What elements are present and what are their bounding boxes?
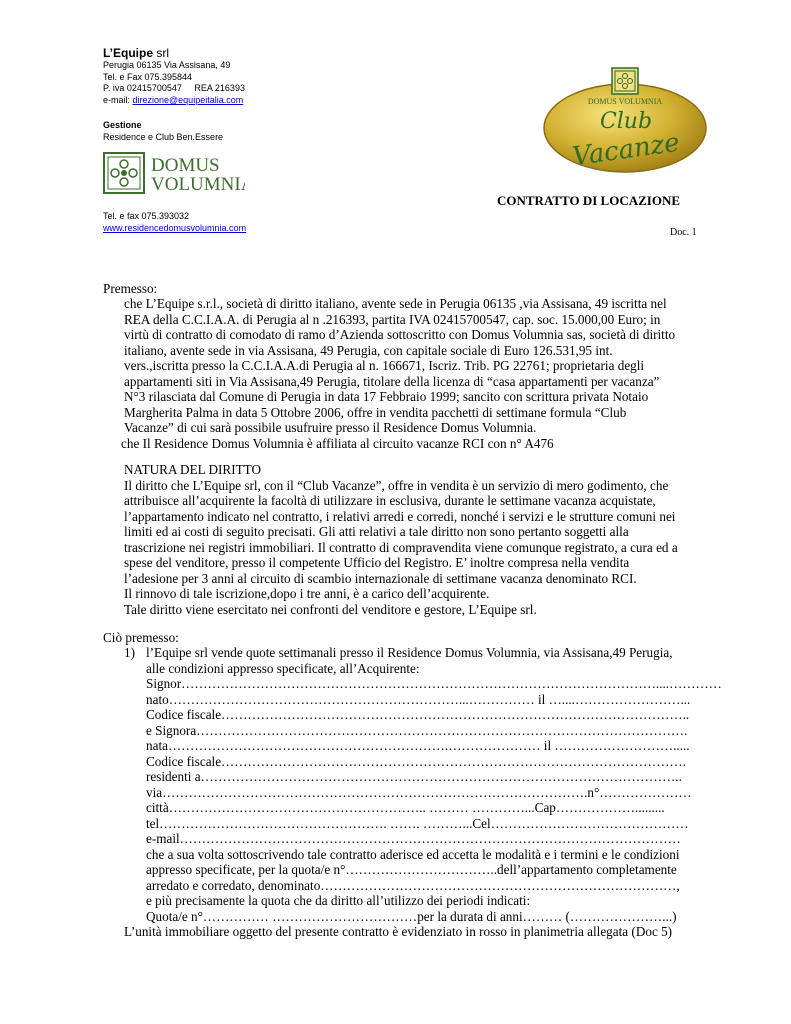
svg-text:DOMUS: DOMUS — [151, 155, 220, 176]
text-line: l’appartamento indicato nel contratto, i relativi arredi e corredi, nonché i servizi e le strutture comuni nei — [124, 508, 676, 524]
form-line-signora: e Signora…………………………………………………………………………………………………. — [146, 722, 688, 738]
text-line: Margherita Palma in data 5 Ottobre 2006, offre in vendita pacchetti di settimane formula “Club — [124, 404, 627, 420]
text-line: Il diritto che L’Equipe srl, con il “Club Vacanze”, offre in vendita è un servizio di mero godimento, che — [124, 477, 669, 493]
company-telfax: Tel. e Fax 075.395844 — [103, 71, 193, 82]
form-line-nato: nato…………………………………………………………...…………… il …....……………………... — [146, 691, 691, 707]
form-line-email: e-mail…………………………………………………………………………………………………… — [146, 831, 681, 846]
form-line-quota: appresso specificate, per la quota/e n°……………………………..dell’appartamento completamente — [146, 862, 677, 877]
closing-line: L’unità immobiliare oggetto del presente contratto è evidenziato in rosso in planimetria allegata (Doc 5) — [124, 924, 673, 939]
website-link[interactable]: www.residencedomusvolumnia.com — [103, 222, 247, 233]
domus-emblem-icon — [103, 152, 245, 194]
text-line: N°3 rilasciata dal Comune di Perugia in data 17 Febbraio 1999; sancito con scrittura privata Notaio — [124, 389, 649, 404]
text-line: vers.,iscritta presso la C.C.I.A.A.di Perugia al n. 166671, Iscriz. Trib. PG 22761; proprietaria degli — [124, 358, 645, 373]
tel-fax-2: Tel. e fax 075.393032 — [103, 211, 190, 221]
cio-heading: Ciò premesso: — [103, 630, 179, 645]
premesso-heading: Premesso: — [103, 281, 158, 296]
company-address: Perugia 06135 Via Assisana, 49 — [103, 60, 231, 70]
text-line: italiano, avente sede in via Assisana, 49 Perugia, con capitale sociale di Euro 126.531,95 int. — [124, 342, 613, 358]
company-email-line: e-mail: direzione@equipeitalia.com — [103, 94, 244, 105]
form-line-via: via…………………………………………………………………………………….n°………………… — [146, 784, 692, 800]
text-line: spese del venditore, presso il competente Ufficio del Registro. E’ inoltre compresa nella vendita — [124, 555, 630, 570]
form-line-nata: nata……………………………………………………….………………… il ………………………..... — [146, 738, 690, 753]
gestione-value: Residence e Club Ben.Essere — [103, 131, 224, 142]
text-line: limiti ed ai costi di seguito precisati. Gli atti relativi a tale diritto non sono pertanto soggetti alla — [124, 524, 629, 539]
text-line: REA della C.C.I.A.A. di Perugia al n .216393, partita IVA 02415700547, cap. soc. 15.000,00 Euro; in — [124, 311, 661, 327]
text-line: Vacanze” di cui sarà possibile usufruire presso il Residence Domus Volumnia. — [124, 420, 537, 435]
svg-text:DOMUS VOLUMNIA: DOMUS VOLUMNIA — [587, 97, 663, 106]
form-line-codice-fiscale-2: Codice fiscale……………………………………………………………………………………………. — [146, 753, 686, 769]
svg-text:Vacanze: Vacanze — [570, 127, 682, 173]
cio-item-text — [146, 645, 722, 924]
text-line: alle condizioni appresso specificate, all’Acquirente: — [146, 660, 420, 676]
item-number: 1) — [124, 645, 135, 660]
text-line: Il rinnovo di tale iscrizione,dopo i tre anni, è a carico dell’acquirente. — [124, 586, 490, 601]
svg-text:Club: Club — [599, 109, 653, 134]
svg-text:VOLUMNIA: VOLUMNIA — [151, 174, 245, 194]
natura-heading: NATURA DEL DIRITTO — [124, 462, 261, 477]
website-block — [103, 211, 246, 234]
text-line: che Il Residence Domus Volumnia è affiliata al circuito vacanze RCI con n° A476 — [121, 435, 554, 451]
text-line: virtù di contratto di comodato di ramo d’Azienda sottoscritto con Domus Volumnia sas, società di diritto — [124, 327, 676, 342]
premesso-text — [121, 296, 676, 451]
domus-volumnia-logo — [103, 152, 245, 194]
form-line-tel: tel……………………………………………. ……. ………...Cel……………………………………… — [146, 815, 689, 831]
form-line-citta: città………………………………………………….. ……… …………...Cap………………......... — [146, 800, 665, 815]
natura-section — [124, 462, 678, 617]
document-title: CONTRATTO DI LOCAZIONE — [497, 193, 680, 208]
text-line: l’Equipe srl vende quote settimanali presso il Residence Domus Volumnia, via Assisana,49 Perugia, — [146, 645, 673, 660]
gestione-label: Gestione — [103, 120, 142, 130]
text-line: l’adesione per 3 anni al circuito di scambio internazionale di settimane vacanza denominato RCI. — [124, 570, 637, 586]
form-line-denominato: arredato e corredato, denominato………………………………………………………………………, — [146, 877, 680, 893]
text-line: appartamenti siti in Via Assisana,49 Perugia, titolare della licenza di “casa appartamenti per vacanza” — [124, 373, 660, 389]
form-line-signor: Signor………………………………………………………………………………………………....………… — [146, 676, 722, 691]
company-piva: P. iva 02415700547 REA 216393 — [103, 83, 245, 94]
text-line: che a sua volta sottoscrivendo tale contratto aderisce ed accetta le modalità e i termini e le condizioni — [146, 846, 680, 862]
text-line: trascrizione nei registri immobiliari. Il contratto di compravendita viene comunque registrato, a cura ed a — [124, 539, 678, 555]
text-line: attribuisce all’acquirente la facoltà di utilizzare in esclusiva, durante le settimane vacanza acquistate, — [124, 493, 656, 508]
text-line: e più precisamente la quota che da diritto all’utilizzo dei periodi indicati: — [146, 893, 531, 908]
company-header — [103, 46, 245, 106]
club-vacanze-emblem-icon — [542, 66, 708, 174]
doc-reference: Doc. 1 — [670, 227, 697, 238]
text-line: che L’Equipe s.r.l., società di diritto italiano, avente sede in Perugia 06135 ,via Assisana, 49 iscritta nel — [124, 296, 667, 311]
form-line-residenti: residenti a……………………………………………………………………………………………….. — [146, 769, 682, 784]
email-link[interactable]: direzione@equipeitalia.com — [132, 94, 244, 105]
club-vacanze-logo — [542, 66, 708, 174]
text-line: Tale diritto viene esercitato nei confronti del venditore e gestore, L’Equipe srl. — [124, 601, 537, 617]
form-line-durata: Quota/e n°…………… ……………………………per la durata di anni……… (…………………...) — [146, 908, 677, 924]
gestione-block — [103, 120, 223, 143]
form-line-codice-fiscale: Codice fiscale…………………………………………………………………………………………….. — [146, 707, 690, 722]
company-name: L’Equipe srl — [103, 46, 170, 60]
